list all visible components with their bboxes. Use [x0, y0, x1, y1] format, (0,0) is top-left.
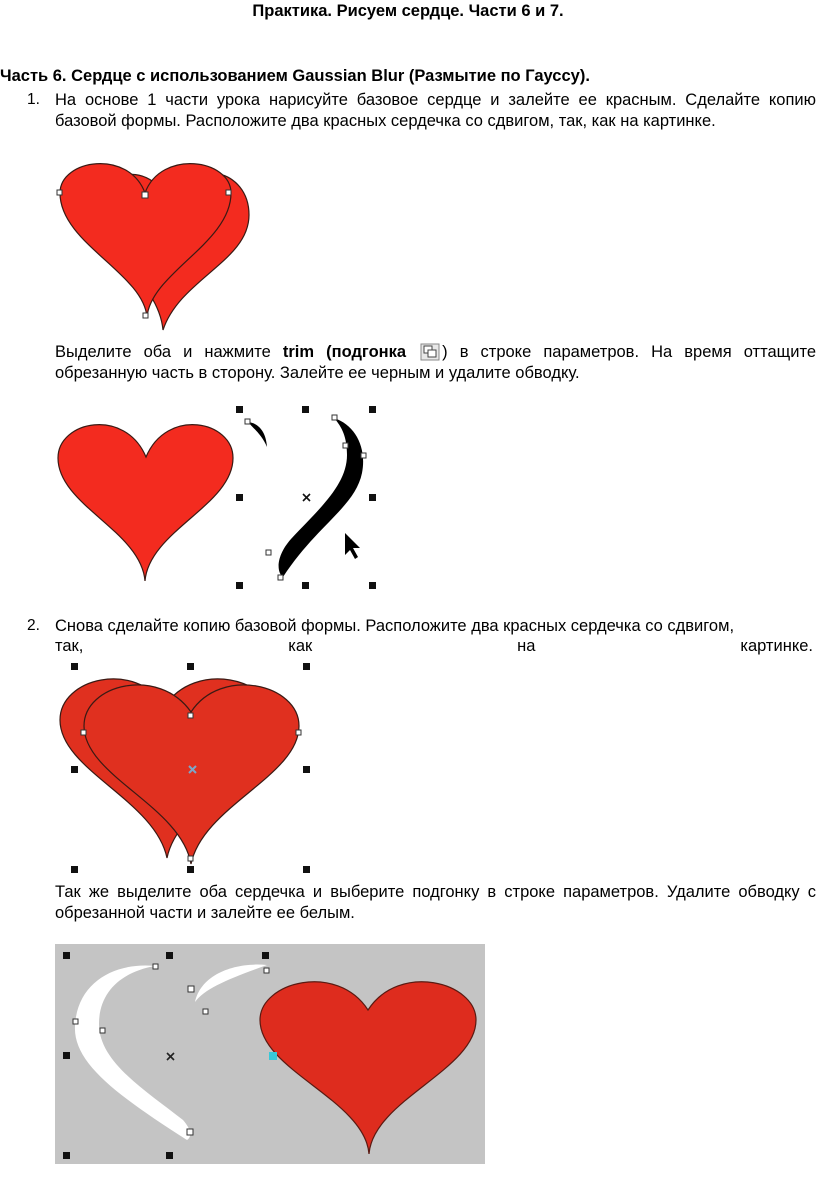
node-s-upper	[343, 443, 348, 448]
handle-ml-2	[71, 766, 78, 773]
node-s-top	[332, 415, 337, 420]
trim-paragraph	[55, 342, 816, 384]
pick-cursor-icon	[345, 533, 360, 559]
node-d	[188, 856, 193, 861]
node-c	[296, 730, 301, 735]
node-p7	[203, 1009, 208, 1014]
heart-base	[58, 425, 233, 581]
heart-front-2	[84, 685, 299, 864]
handle-br-2	[303, 866, 310, 873]
node-small	[245, 419, 250, 424]
handle-tl-2	[71, 663, 78, 670]
handle-tr	[369, 406, 376, 413]
handle-tc-2	[187, 663, 194, 670]
handle-bc	[302, 582, 309, 589]
figure-two-hearts-horizontal	[55, 660, 320, 875]
handle-bl-3	[63, 1152, 70, 1159]
node-a	[81, 730, 86, 735]
node-right	[226, 190, 231, 195]
figure-trimmed-black	[55, 405, 385, 595]
handle-ml	[236, 494, 243, 501]
node-p6	[264, 968, 269, 973]
step2-word-2: как	[288, 637, 313, 655]
handle-tr-2	[303, 663, 310, 670]
step2-line1: Снова сделайте копию базовой формы. Расположите два красных сердечка со сдвигом,	[55, 617, 735, 635]
handle-tl	[236, 406, 243, 413]
node-b	[188, 713, 193, 718]
handle-ml-3	[63, 1052, 70, 1059]
node-cyan	[269, 1052, 277, 1060]
node-top	[142, 192, 148, 198]
handle-tc-3	[166, 952, 173, 959]
handle-tc	[302, 406, 309, 413]
step2-word-4: картинке.	[740, 637, 813, 655]
node-s-left	[266, 550, 271, 555]
figure-two-hearts-offset	[55, 157, 260, 335]
small-black-piece	[248, 422, 267, 447]
node-p5	[188, 986, 194, 992]
trim-para-after: ) в строке параметров. На время оттащите обрезанную часть в сторону. Залейте ее черным и удалите обводку.	[55, 343, 816, 382]
trim-icon	[420, 343, 440, 361]
page-title: Практика. Рисуем сердце. Части 6 и 7.	[252, 2, 564, 20]
handle-bc-3	[166, 1152, 173, 1159]
center-x-icon	[303, 494, 310, 501]
handle-bc-2	[187, 866, 194, 873]
node-left	[57, 190, 62, 195]
part6-heading: Часть 6. Сердце с использованием Gaussian Blur (Размытие по Гауссу).	[0, 67, 590, 85]
handle-bl	[236, 582, 243, 589]
figure-white-pieces-panel	[55, 944, 485, 1164]
handle-tr-3	[262, 952, 269, 959]
step2-line2	[55, 637, 813, 656]
trim-para-before: Выделите оба и нажмите	[55, 343, 283, 361]
node-p3	[100, 1028, 105, 1033]
node-p1	[153, 964, 158, 969]
handle-br	[369, 582, 376, 589]
handle-mr-2	[303, 766, 310, 773]
handle-bl-2	[71, 866, 78, 873]
step1-text: На основе 1 части урока нарисуйте базовое сердце и залейте ее красным. Сделайте копию базовой формы. Расположите два красных сердечка со сдвигом, так, как на картинке.	[55, 91, 816, 130]
handle-mr	[369, 494, 376, 501]
node-p4	[187, 1129, 193, 1135]
node-bottom	[143, 313, 148, 318]
step2-number: 2.	[27, 617, 40, 634]
trim-button-label: trim (подгонка	[282, 343, 407, 361]
step2-word-3: на	[517, 637, 536, 655]
handle-tl-3	[63, 952, 70, 959]
node-s-bottom	[278, 575, 283, 580]
trim-again-paragraph: Так же выделите оба сердечка и выберите подгонку в строке параметров. Удалите обводку с обрезанной части и залейте ее белым.	[55, 883, 816, 922]
step1-number: 1.	[27, 91, 40, 108]
black-trimmed-piece	[279, 418, 364, 577]
node-s-right	[361, 453, 366, 458]
node-p2	[73, 1019, 78, 1024]
step2-word-1: так,	[55, 637, 84, 655]
